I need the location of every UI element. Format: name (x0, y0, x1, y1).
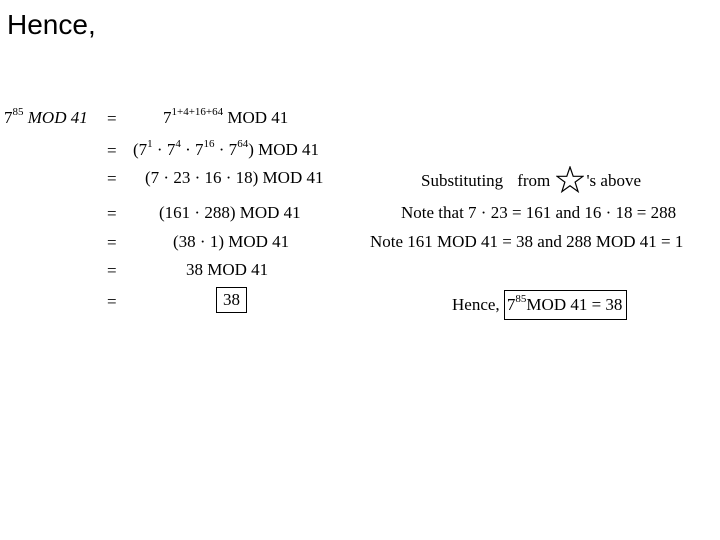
row-4-note: Note that 7 · 23 = 161 and 16 · 18 = 288 (401, 203, 677, 222)
lhs-exponent: 85 (12, 106, 24, 118)
conc-tail: MOD 41 = 38 (526, 295, 623, 314)
row-2-relation: = (107, 141, 117, 160)
row-6-expression: 38 MOD 41 (186, 260, 269, 279)
exp-4: 64 (237, 138, 249, 150)
factor-5: ) MOD 41 (248, 140, 320, 159)
exp-3: 16 (203, 138, 215, 150)
row-6-relation: = (107, 261, 117, 280)
exp-2: 4 (175, 138, 181, 150)
row-5-expression: (38 · 1) MOD 41 (173, 232, 290, 251)
row-1-expression (163, 108, 288, 130)
factor-3: · 7 (185, 140, 204, 159)
row-3-expression: (7 · 23 · 16 · 18) MOD 41 (145, 168, 324, 187)
row-4-relation: = (107, 204, 117, 223)
mid-base: 7 (163, 108, 172, 127)
conclusion-box (504, 290, 628, 320)
conclusion-hence: Hence, (452, 295, 500, 314)
mid-tail: MOD 41 (227, 108, 289, 127)
row-5-note: Note 161 MOD 41 = 38 and 288 MOD 41 = 1 (370, 232, 684, 251)
mid-exponent: 1+4+16+64 (171, 106, 224, 118)
star-icon (556, 166, 584, 194)
slide-heading: Hence, (7, 9, 96, 40)
row-4-expression: (161 · 288) MOD 41 (159, 203, 301, 222)
note-above: 's above (586, 171, 642, 190)
conc-exponent: 85 (515, 293, 527, 305)
conc-base: 7 (506, 295, 516, 314)
row-2-expression (133, 140, 319, 162)
factor-4: · 7 (218, 140, 238, 159)
row-1-relation: = (107, 109, 117, 128)
row-7-relation: = (107, 292, 117, 311)
result-box: 38 (216, 287, 247, 313)
row-1-lhs (4, 108, 88, 130)
factor-2: · 7 (156, 140, 176, 159)
row-3-note (421, 166, 641, 194)
lhs-tail: MOD 41 (27, 108, 88, 127)
row-7-conclusion (452, 290, 627, 320)
row-3-relation: = (107, 169, 117, 188)
row-5-relation: = (107, 233, 117, 252)
boxed-result (216, 287, 247, 313)
factor-1: (7 (133, 140, 148, 159)
lhs-base: 7 (4, 108, 13, 127)
note-from: from (517, 171, 551, 190)
note-substituting: Substituting (421, 171, 504, 190)
exp-1: 1 (147, 138, 153, 150)
